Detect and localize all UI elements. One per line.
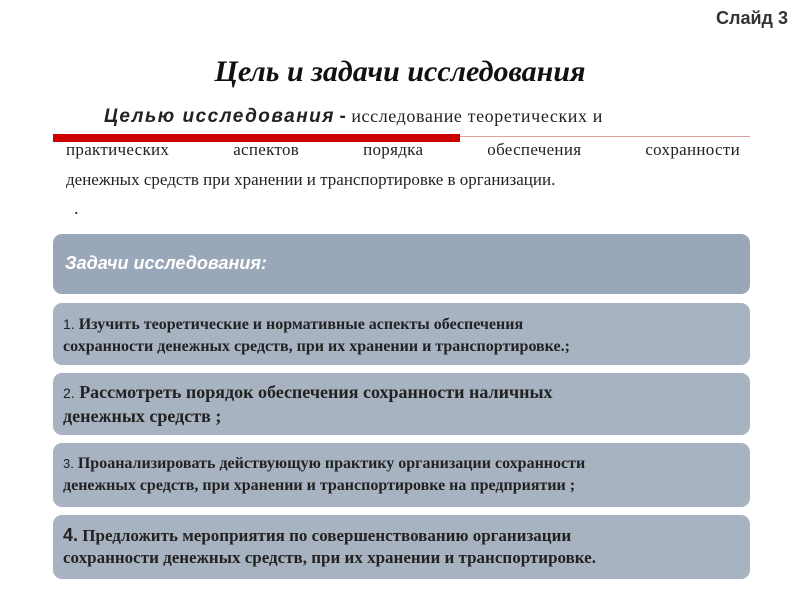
- thin-divider-line: [460, 136, 750, 137]
- bullet-dot: .: [74, 198, 79, 218]
- task-3-text-1: Проанализировать действующую практику организации сохранности: [77, 455, 586, 472]
- tasks-header-label: Задачи исследования:: [65, 253, 267, 273]
- task-2-text-2: денежных средств ;: [63, 406, 222, 426]
- task-3-number: 3.: [63, 456, 74, 471]
- task-2-text-1: Рассмотреть порядок обеспечения сохранности наличных: [79, 382, 553, 402]
- task-2-number: 2.: [63, 385, 75, 401]
- goal-dash: -: [339, 106, 347, 127]
- goal-text-line-2: практических аспектов порядка обеспечения сохранности: [66, 140, 740, 159]
- goal-text-line-1: исследование теоретических и: [351, 106, 603, 126]
- tasks-header-box: [53, 234, 750, 294]
- slide-number: Слайд 3: [716, 8, 788, 28]
- goal-label: Целью исследования: [104, 106, 335, 127]
- task-4-line-1: [63, 524, 740, 547]
- slide-title: Цель и задачи исследования: [214, 55, 586, 88]
- task-2-line-1: [63, 381, 740, 405]
- task-1-line-1: [63, 313, 740, 336]
- task-4-number: 4.: [63, 525, 79, 545]
- task-item-1: [53, 303, 750, 365]
- task-1-text-2: сохранности денежных средств, при их хранении и транспортировке.;: [63, 338, 570, 355]
- task-4-text-2: сохранности денежных средств, при их хранении и транспортировке.: [63, 548, 596, 567]
- task-3-line-1: [63, 453, 740, 475]
- task-item-4: [53, 515, 750, 579]
- goal-text-line-3: денежных средств при хранении и транспортировке в организации.: [66, 170, 556, 189]
- goal-statement-line-1: [104, 106, 754, 128]
- task-item-2: [53, 373, 750, 435]
- task-1-text-1: Изучить теоретические и нормативные аспекты обеспечения: [78, 316, 524, 333]
- task-item-3: [53, 443, 750, 507]
- task-3-text-2: денежных средств, при хранении и транспортировке на предприятии ;: [63, 477, 576, 494]
- task-1-number: 1.: [63, 316, 75, 332]
- task-4-text-1: Предложить мероприятия по совершенствованию организации: [82, 526, 572, 545]
